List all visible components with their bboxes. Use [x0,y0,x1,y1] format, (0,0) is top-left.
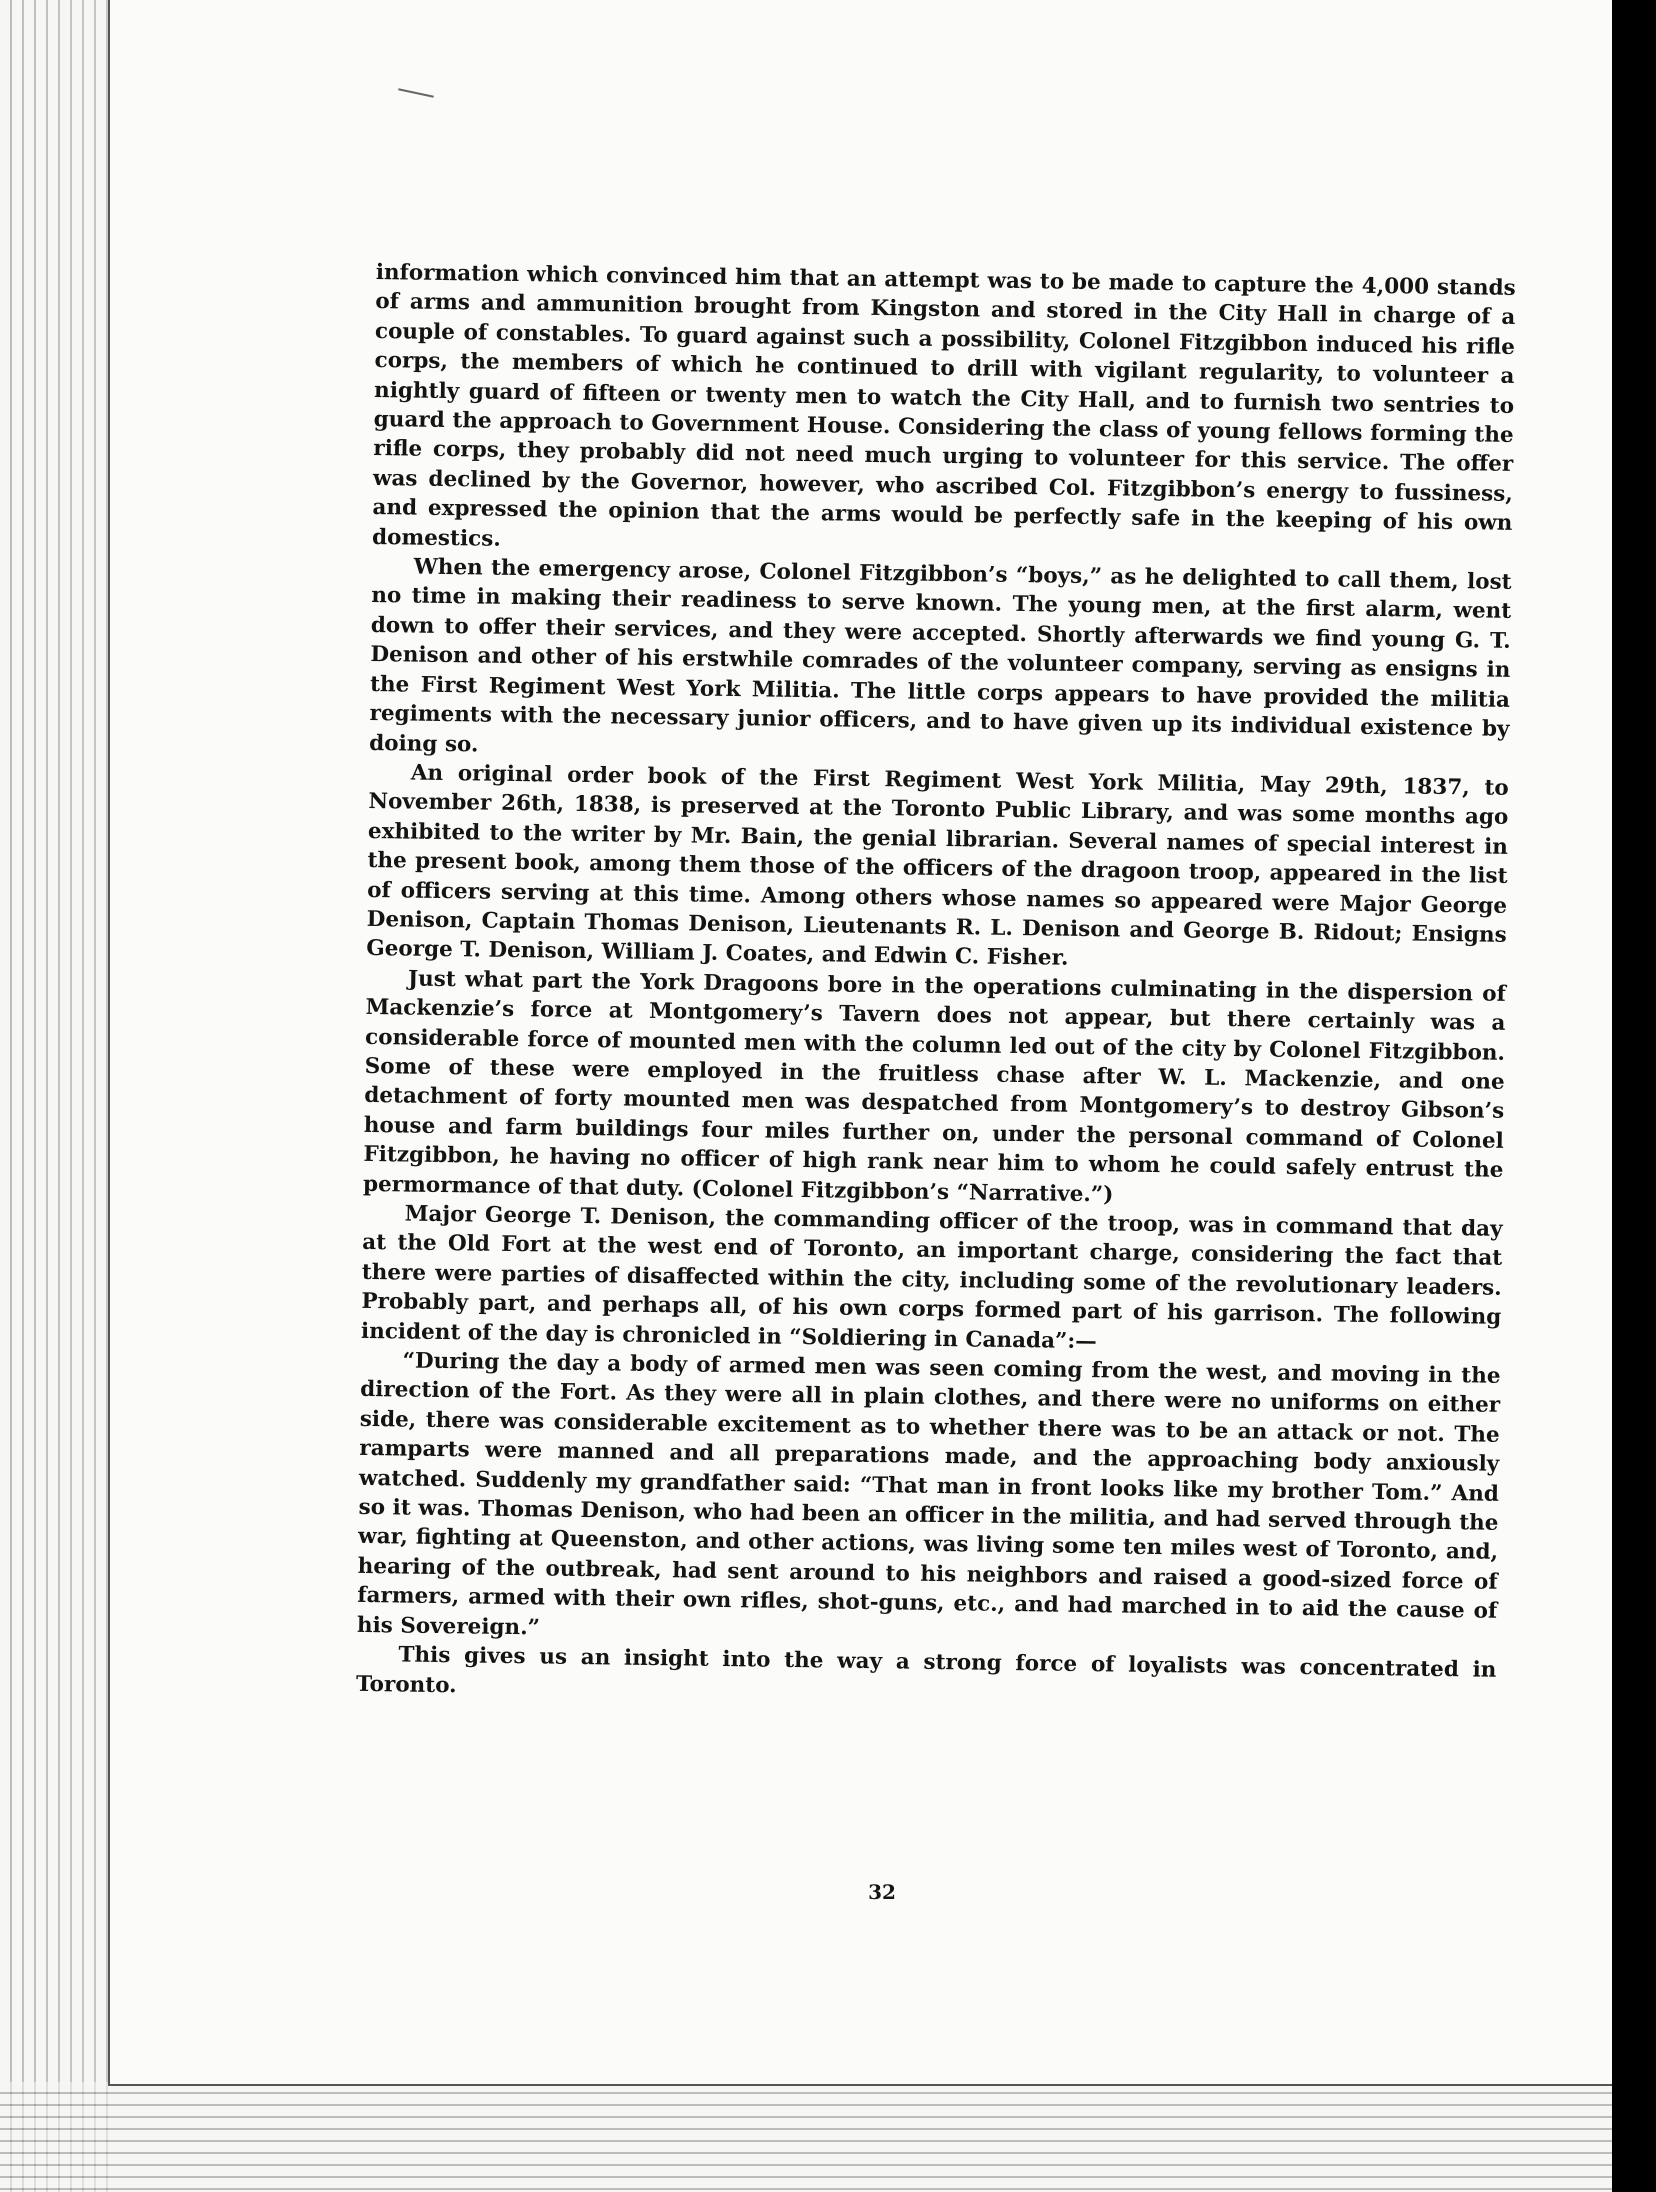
paragraph-4: Just what part the York Dragoons bore in the operations culminating in the dispersion of Mackenzie’s force at Montgomery’s Tavern does not appear, but there certainly was a considerable force of mounted men with the column led out of the city by Colonel Fitzgibbon. Some of these were employed in the fruitless chase after W. L. Mackenzie, and one detachment of forty mounted men was despatched from Montgomery’s to destroy Gibson’s house and farm buildings four miles further on, under the personal command of Colonel Fitzgibbon, he having no officer of high rank near him to whom he could safely entrust the permormance of that duty. (Colonel Fitzgibbon’s “Narrative.”) [362,966,1507,1207]
scan-mark [398,88,434,97]
page-stack-left-shade [0,0,110,2192]
paragraph-1: information which convinced him that an attempt was to be made to capture the 4,000 stands of arms and ammunition brought from Kingston and stored in the City Hall in charge of a couple of constables. To guard against such a possibility, Colonel Fitzgibbon induced his rifle corps, the members of which he continued to drill with vigilant regularity, to volunteer a nightly guard of fifteen or twenty men to watch the City Hall, and to furnish two sentries to guard the approach to Government House. Considering the class of young fellows forming the rifle corps, they probably did not need much urging to volunteer for this service. The offer was declined by the Governor, however, who ascribed Col. Fitzgibbon’s energy to fussiness, and expressed the opinion that the arms would be perfectly safe in the keeping of his own domestics. [371,259,1516,552]
paragraph-3: An original order book of the First Regiment West York Militia, May 29th, 1837, to November 26th, 1838, is preserved at the Toronto Public Library, and was some months ago exhibited to the writer by Mr. Bain, the genial librarian. Several names of special interest in the present book, among them those of the officers of the dragoon troop, appeared in the list of officers serving at this time. Among others whose names so appeared were Major George Denison, Captain Thomas Denison, Lieutenants R. L. Denison and George B. Ridout; Ensigns George T. Denison, William J. Coates, and Edwin C. Fisher. [366,760,1509,972]
paragraph-6: “During the day a body of armed men was seen coming from the west, and moving in the direction of the Fort. As they were all in plain clothes, and there were no uniforms on either side, there was considerable excitement as to whether there was to be an attack or not. The ramparts were manned and all preparations made, and the approaching body anxiously watched. Suddenly my grandfather said: “That man in front looks like my brother Tom.” And so it was. Thomas Denison, who had been an officer in the militia, and had served through the war, fighting at Queenston, and other actions, was living some ten miles west of Toronto, and, hearing of the outbreak, had sent around to his neighbors and raised a good-sized force of farmers, armed with their own rifles, shot-guns, etc., and had marched in to aid the cause of his Sovereign.” [356,1348,1501,1641]
paragraph-2: When the emergency arose, Colonel Fitzgibbon’s “boys,” as he delighted to call them, lost no time in making their readiness to serve known. The young men, at the first alarm, went down to offer their services, and they were accepted. Shortly afterwards we find young G. T. Denison and other of his erstwhile comrades of the volunteer company, serving as ensigns in the First Regiment West York Militia. The little corps appears to have provided the militia regiments with the necessary junior officers, and to have given up its individual existence by doing so. [369,554,1512,757]
paragraph-5: Major George T. Denison, the commanding officer of the troop, was in command that day at the Old Fort at the west end of Toronto, an important charge, considering the fact that there were parties of disaffected within the city, including some of the revolutionary leaders. Probably part, and perhaps all, of his own corps formed part of his garrison. The following incident of the day is chronicled in “Soldiering in Canada”:— [360,1201,1503,1354]
paragraph-7: This gives us an insight into the way a strong force of loyalists was concentrated in Toronto. [355,1642,1497,1698]
body-text [356,258,1516,1715]
page-number: 32 [868,1880,896,1904]
page-stack-bottom-edge [0,2082,1612,2192]
